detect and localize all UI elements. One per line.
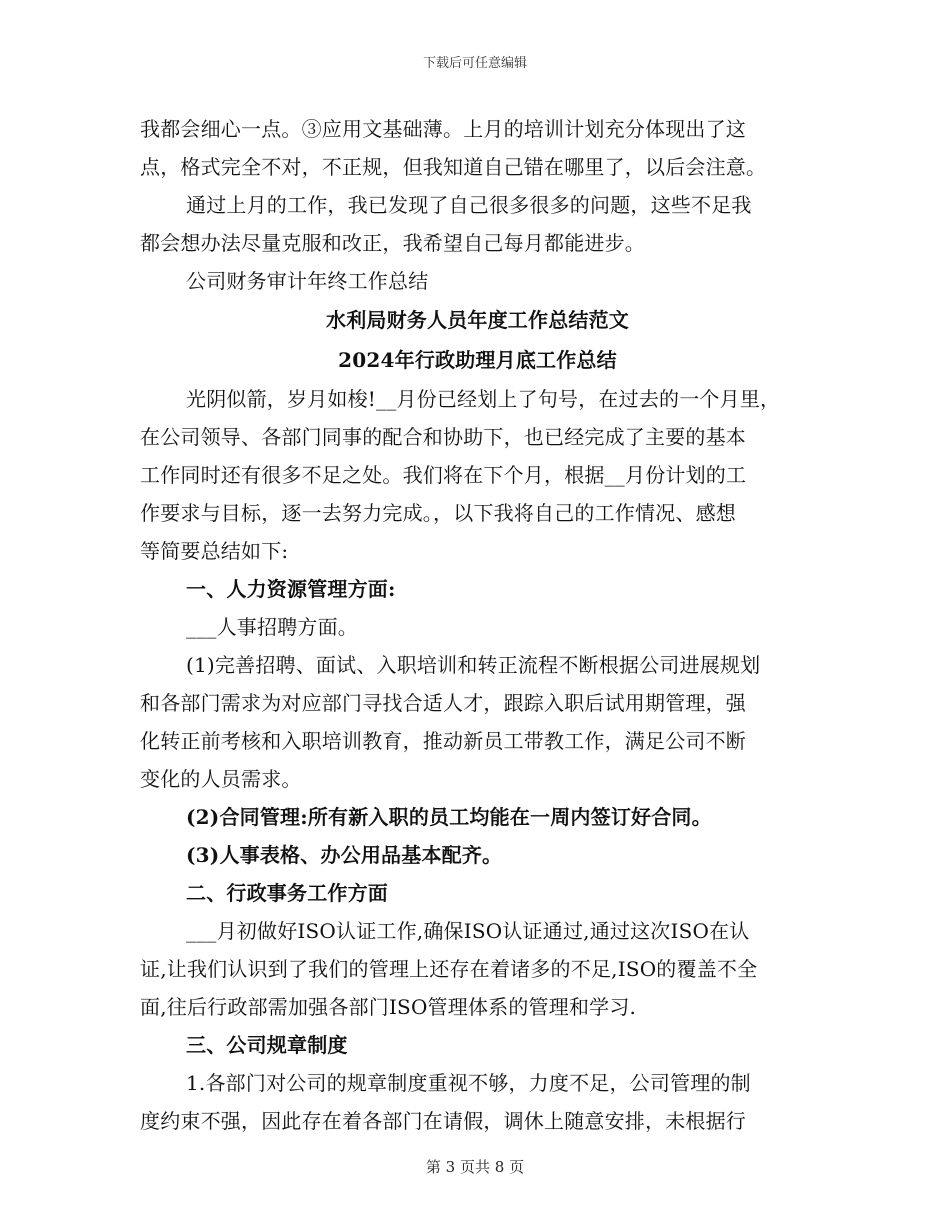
text-line: 光阴似箭，岁月如梭!__月份已经划上了句号，在过去的一个月里， bbox=[186, 387, 781, 411]
text-line: 公司财务审计年终工作总结 bbox=[186, 269, 429, 293]
text-line: 化转正前考核和入职培训教育，推动新员工带教工作，满足公司不断 bbox=[140, 729, 746, 753]
text-line: 水利局财务人员年度工作总结范文 bbox=[326, 308, 629, 332]
text-line: 面,往后行政部需加强各部门ISO管理体系的管理和学习. bbox=[140, 995, 637, 1019]
text-line: 我都会细心一点。③应用文基础薄。上月的培训计划充分体现出了这 bbox=[140, 117, 746, 141]
page-footer: 第 3 页共 8 页 bbox=[425, 1158, 525, 1176]
text-line: 点，格式完全不对，不正规，但我知道自己错在哪里了，以后会注意。 bbox=[140, 155, 767, 179]
text-line: 度约束不强，因此存在着各部门在请假，调休上随意安排，未根据行 bbox=[140, 1109, 746, 1133]
text-line: (1)完善招聘、面试、入职培训和转正流程不断根据公司进展规划 bbox=[186, 653, 761, 677]
text-line: 变化的人员需求。 bbox=[140, 767, 302, 791]
text-line: 等简要总结如下: bbox=[140, 539, 289, 563]
text-line: 证,让我们认识到了我们的管理上还存在着诸多的不足,ISO的覆盖不全 bbox=[140, 957, 758, 981]
text-line: 一、人力资源管理方面: bbox=[186, 577, 396, 601]
document-body bbox=[140, 110, 815, 1140]
text-line: 在公司领导、各部门同事的配合和协助下，也已经完成了主要的基本 bbox=[140, 425, 746, 449]
text-line: 都会想办法尽量克服和改正，我希望自己每月都能进步。 bbox=[140, 231, 645, 255]
text-line: ___人事招聘方面。 bbox=[186, 615, 358, 639]
text-line: 工作同时还有很多不足之处。我们将在下个月，根据__月份计划的工 bbox=[140, 463, 747, 487]
text-line: 作要求与目标，逐一去努力完成。，以下我将自己的工作情况、感想 bbox=[140, 501, 736, 525]
text-line: (3)人事表格、办公用品基本配齐。 bbox=[186, 843, 503, 867]
text-line: ___月初做好ISO认证工作,确保ISO认证通过,通过这次ISO在认 bbox=[186, 919, 750, 943]
text-line: 通过上月的工作，我已发现了自己很多很多的问题，这些不足我 bbox=[186, 193, 752, 217]
page-header: 下载后可任意编辑 bbox=[422, 56, 527, 71]
text-line: 1.各部门对公司的规章制度重视不够，力度不足，公司管理的制 bbox=[186, 1071, 751, 1095]
text-line: 二、行政事务工作方面 bbox=[186, 881, 388, 905]
text-line: 2024年行政助理月底工作总结 bbox=[338, 348, 617, 372]
text-line: 三、公司规章制度 bbox=[186, 1033, 348, 1057]
text-line: (2)合同管理:所有新入职的员工均能在一周内签订好合同。 bbox=[186, 805, 712, 829]
text-line: 和各部门需求为对应部门寻找合适人才，跟踪入职后试用期管理，强 bbox=[140, 691, 746, 715]
